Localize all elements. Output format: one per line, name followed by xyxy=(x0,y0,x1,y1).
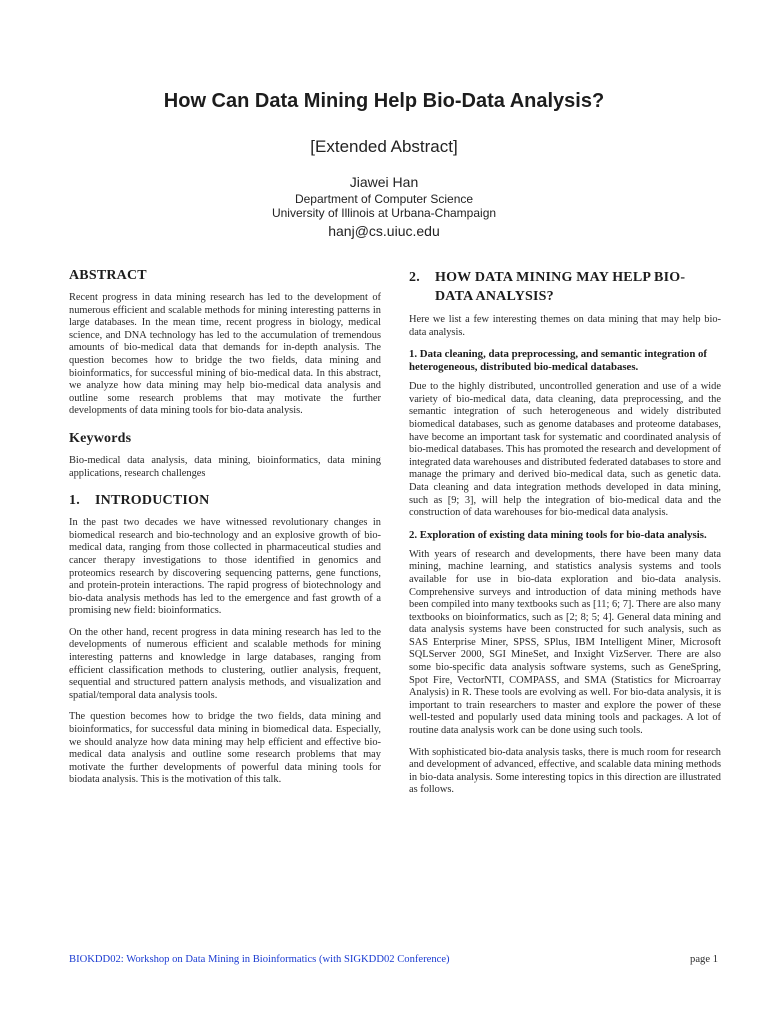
section-2-intro: Here we list a few interesting themes on data mining that may help bio-data analysis. xyxy=(409,314,721,338)
section-2-heading xyxy=(409,268,721,306)
paper-title: How Can Data Mining Help Bio-Data Analysis? xyxy=(163,90,605,112)
left-column xyxy=(69,268,381,796)
paper-subtitle: [Extended Abstract] xyxy=(310,137,458,156)
page-number: page 1 xyxy=(690,954,718,965)
footer-workshop-link[interactable]: BIOKDD02: Workshop on Data Mining in Bioinformatics (with SIGKDD02 Conference) xyxy=(69,954,450,965)
abstract-heading: ABSTRACT xyxy=(69,268,147,283)
subsection-2-heading: 2. Exploration of existing data mining tools for bio-data analysis. xyxy=(409,528,707,541)
author-department: Department of Computer Science xyxy=(294,192,474,206)
subsection-2-text-1: With years of research and developments, there have been many data mining, machine learning, and statistics analysis systems and tools available for use in bio-data exploration and bio-data analysis. Comprehensive surveys and introduction of data mining methods have been compiled into many textbooks such as [11; 6; 7]. There are also many textbooks on bioinformatics, such as [2; 8; 5; 4]. General data mining and data analysis systems have been constructed for such analysis, such as SAS Enterprise Miner, SPSS, SPlus, IBM Intelligent Miner, Microsoft SQLServer 2000, SGI MineSet, and Inxight VizServer. There are also some bio-specific data analysis software systems, such as GeneSpring, Spot Fire, VectorNTI, COMPASS, and SMA (Statistics for Microarray Analysis) in R. These tools are evolving as well. For bio-data analysis, it is important to train researchers to master and explore the power of these well-tested and popularly used data mining tools and packages. A lot of routine data analysis work can be done using such tools. xyxy=(409,548,721,737)
intro-heading-text: INTRODUCTION xyxy=(95,493,210,509)
intro-number: 1. xyxy=(69,493,80,509)
abstract-text: Recent progress in data mining research has led to the development of numerous efficient and scalable methods for mining interesting patterns in large databases. In the mean time, recent progress in biology, medical science, and DNA technology has led to the accumulation of tremendous amounts of bio-medical data that demands for in-depth analysis. The question becomes how to bridge the two fields, data mining and bioinformatics, for successful mining of bio-medical data. In this abstract, we analyze how data mining may help bio-medical data analysis and outline some research problems that may motivate the further developments of data mining tools for bio-data analysis. xyxy=(69,292,381,417)
author-email[interactable]: hanj@cs.uiuc.edu xyxy=(328,223,440,239)
subsection-1-text: Due to the highly distributed, uncontrolled generation and use of a wide variety of bio-medical data, data cleaning, data preprocessing, and the semantic integration of such heterogeneous and widely distributed biomedical databases, such as genome databases and proteome databases, have become an important task for systematic and coordinated analysis of bio-medical databases. This has promoted the research and development of integrated data warehouses and distributed federated databases to store and manage the primary and derived bio-medical data, such as genetic data. Data cleaning and data integration methods developed in data mining, such as [9; 3], will help the integration of bio-medical data and the construction of data warehouses for bio-medical data analysis. xyxy=(409,381,721,519)
intro-paragraph-3: The question becomes how to bridge the two fields, data mining and bioinformatics, for successful data mining in biomedical data. Especially, we should analyze how data mining may help efficient and effective bio-medical data analysis and outline some research problems that may motivate the further developments of powerful data mining tools for biodata analysis. This is the motivation of this talk. xyxy=(69,711,381,786)
intro-paragraph-1: In the past two decades we have witnessed revolutionary changes in biomedical research and bio-technology and an explosive growth of bio-medical data, ranging from those collected in pharmaceutical studies and cancer therapy investigations to those identified in genomics and proteomics research by discovering sequencing patterns, gene functions, and protein-protein interactions. The rapid progress of biotechnology and bio-data analysis methods has led to the emergence and fast growth of a promising new field: bioinformatics. xyxy=(69,517,381,617)
right-column xyxy=(409,268,721,806)
intro-heading xyxy=(69,493,381,509)
keywords-text: Bio-medical data analysis, data mining, bioinformatics, data mining applications, research challenges xyxy=(69,454,381,479)
intro-paragraph-2: On the other hand, recent progress in data mining research has led to the developments of numerous efficient and scalable methods for mining interesting patterns and knowledge in large databases, ranging from efficient classification methods to clustering, outlier analysis, frequent, sequential and structured pattern analysis methods, and visualization and spatial/temporal data analysis tools. xyxy=(69,626,381,701)
section-2-heading-text: HOW DATA MINING MAY HELP BIO-DATA ANALYSIS? xyxy=(435,270,686,304)
author-name: Jiawei Han xyxy=(349,174,419,190)
section-2-number: 2. xyxy=(409,270,420,285)
subsection-2-text-2: With sophisticated bio-data analysis tasks, there is much room for research and development of advanced, effective, and scalable data mining methods in bio-data analysis. Some interesting topics in this direction are illustrated as follows. xyxy=(409,746,721,796)
subsection-1-heading: 1. Data cleaning, data preprocessing, and semantic integration of heterogeneous, distributed bio-medical databases. xyxy=(409,348,708,374)
author-university: University of Illinois at Urbana-Champaign xyxy=(271,206,497,220)
keywords-heading: Keywords xyxy=(69,430,132,446)
